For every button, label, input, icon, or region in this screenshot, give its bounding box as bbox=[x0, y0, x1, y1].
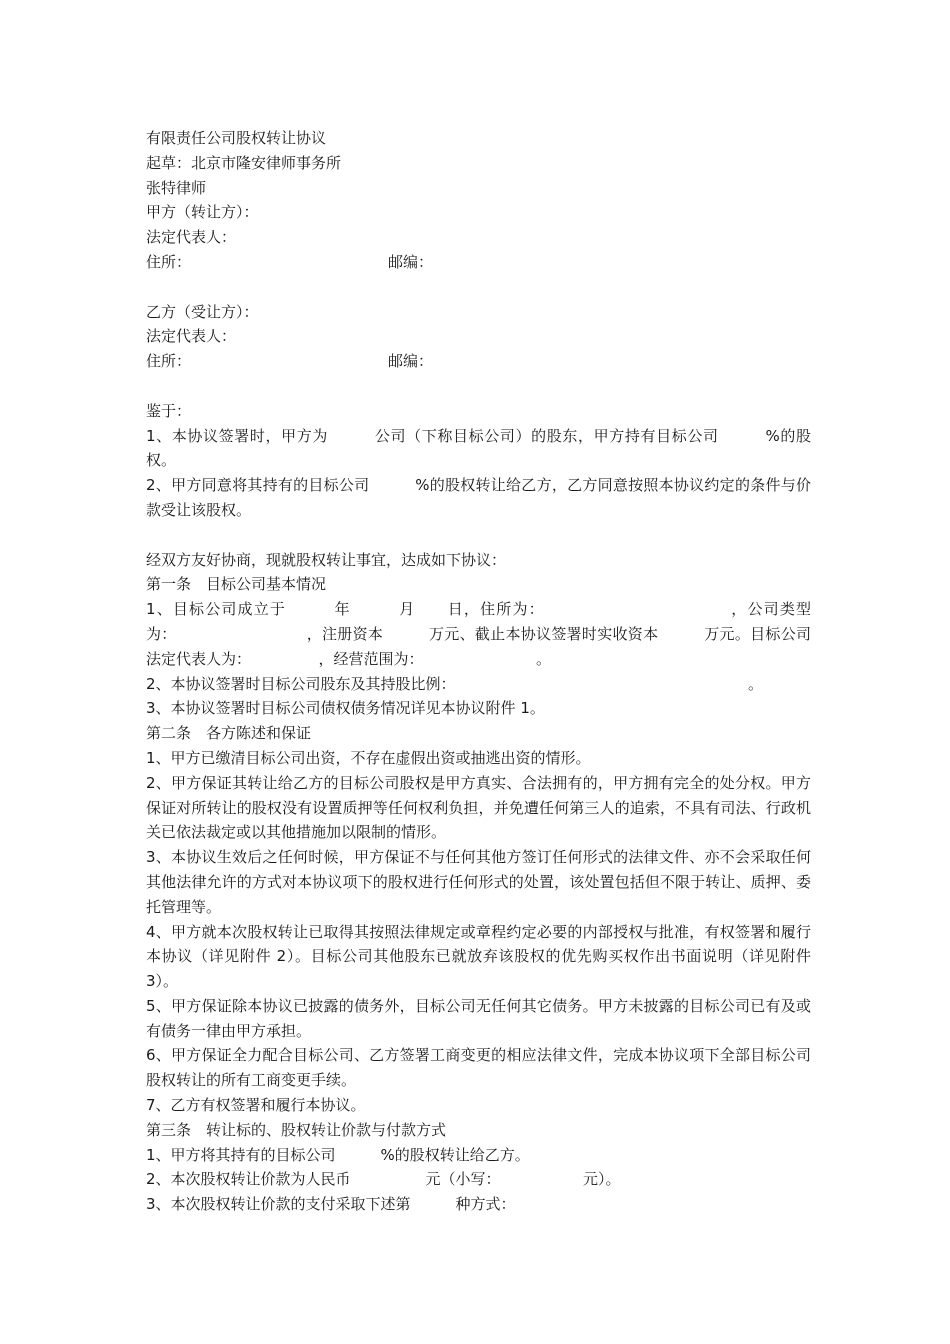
party-a-heading: 甲方（转让方）： bbox=[146, 203, 259, 222]
article-item: 1、目标公司成立于 年 月 日，住所为： ，公司类型为： ，注册资本 万元、截止本协议签署时实收资本 万元。目标公司法定代表人为： ，经营范围为： 。 bbox=[146, 600, 811, 668]
article-item: 5、甲方保证除本协议已披露的债务外，目标公司无任何其它债务。甲方未披露的目标公司已有及或有债务一律由甲方承担。 bbox=[146, 996, 811, 1040]
article-item: 2、甲方保证其转让给乙方的目标公司股权是甲方真实、合法拥有的，甲方拥有完全的处分权。甲方保证对所转让的股权没有设置质押等任何权利负担，并免遭任何第三人的追索，不具有司法、行政机关已依法裁定或以其他措施加以限制的情形。 bbox=[146, 773, 811, 842]
whereas-section bbox=[146, 399, 811, 523]
party-b-postcode-label: 邮编： bbox=[388, 352, 434, 371]
party-b-block bbox=[146, 300, 811, 374]
lawyer-line: 张特律师 bbox=[146, 178, 207, 197]
party-a-address-row bbox=[146, 250, 811, 275]
spacer bbox=[146, 275, 811, 300]
party-a-postcode-label: 邮编： bbox=[388, 252, 434, 271]
article-3 bbox=[146, 1118, 811, 1217]
article-item: 3、本协议生效后之任何时候，甲方保证不与任何其他方签订任何形式的法律文件、亦不会采取任何其他法律允许的方式对本协议项下的股权进行任何形式的处置，该处置包括但不限于转让、质押、委托管理等。 bbox=[146, 848, 811, 916]
article-item: 4、甲方就本次股权转让已取得其按照法律规定或章程约定必要的内部授权与批准，有权签署和履行本协议（详见附件 2）。目标公司其他股东已就放弃该股权的优先购买权作出书面说明（详见附件 3）。 bbox=[146, 922, 816, 991]
article-item: 3、本次股权转让价款的支付采取下述第 种方式： bbox=[146, 1195, 516, 1214]
whereas-item: 1、本协议签署时，甲方为 公司（下称目标公司）的股东，甲方持有目标公司 %的股权。 bbox=[146, 426, 811, 470]
article-heading: 第二条 各方陈述和保证 bbox=[146, 724, 312, 743]
intro-paragraph: 经双方友好协商，现就股权转让事宜，达成如下协议： bbox=[146, 550, 507, 569]
party-a-address-label: 住所： bbox=[146, 252, 192, 271]
drafter-line: 起草：北京市隆安律师事务所 bbox=[146, 153, 342, 172]
party-b-address-row bbox=[146, 349, 811, 374]
article-heading: 第三条 转让标的、股权转让价款与付款方式 bbox=[146, 1120, 447, 1139]
article-item: 2、本协议签署时目标公司股东及其持股比例： 。 bbox=[146, 674, 764, 693]
article-2 bbox=[146, 721, 816, 1118]
article-item: 2、本次股权转让价款为人民币 元（小写： 元）。 bbox=[146, 1170, 621, 1189]
party-a-block bbox=[146, 200, 811, 274]
article-item: 6、甲方保证全力配合目标公司、乙方签署工商变更的相应法律文件，完成本协议项下全部目标公司股权转让的所有工商变更手续。 bbox=[146, 1046, 811, 1090]
whereas-heading: 鉴于： bbox=[146, 401, 192, 420]
party-b-address-label: 住所： bbox=[146, 352, 192, 371]
party-a-rep: 法定代表人： bbox=[146, 228, 237, 247]
article-item: 1、甲方将其持有的目标公司 %的股权转让给乙方。 bbox=[146, 1145, 530, 1164]
article-item: 3、本协议签署时目标公司债权债务情况详见本协议附件 1。 bbox=[146, 699, 545, 718]
party-b-heading: 乙方（受让方）： bbox=[146, 302, 259, 321]
agreement-body bbox=[146, 126, 816, 1217]
spacer bbox=[146, 523, 811, 548]
article-item: 1、甲方已缴清目标公司出资，不存在虚假出资或抽逃出资的情形。 bbox=[146, 748, 591, 767]
whereas-item: 2、甲方同意将其持有的目标公司 %的股权转让给乙方，乙方同意按照本协议约定的条件与价款受让该股权。 bbox=[146, 476, 811, 519]
spacer bbox=[146, 374, 811, 399]
article-heading: 第一条 目标公司基本情况 bbox=[146, 575, 327, 594]
article-item: 7、乙方有权签署和履行本协议。 bbox=[146, 1096, 366, 1115]
document-title: 有限责任公司股权转让协议 bbox=[146, 129, 327, 147]
article-1 bbox=[146, 572, 811, 721]
party-b-rep: 法定代表人： bbox=[146, 327, 237, 346]
